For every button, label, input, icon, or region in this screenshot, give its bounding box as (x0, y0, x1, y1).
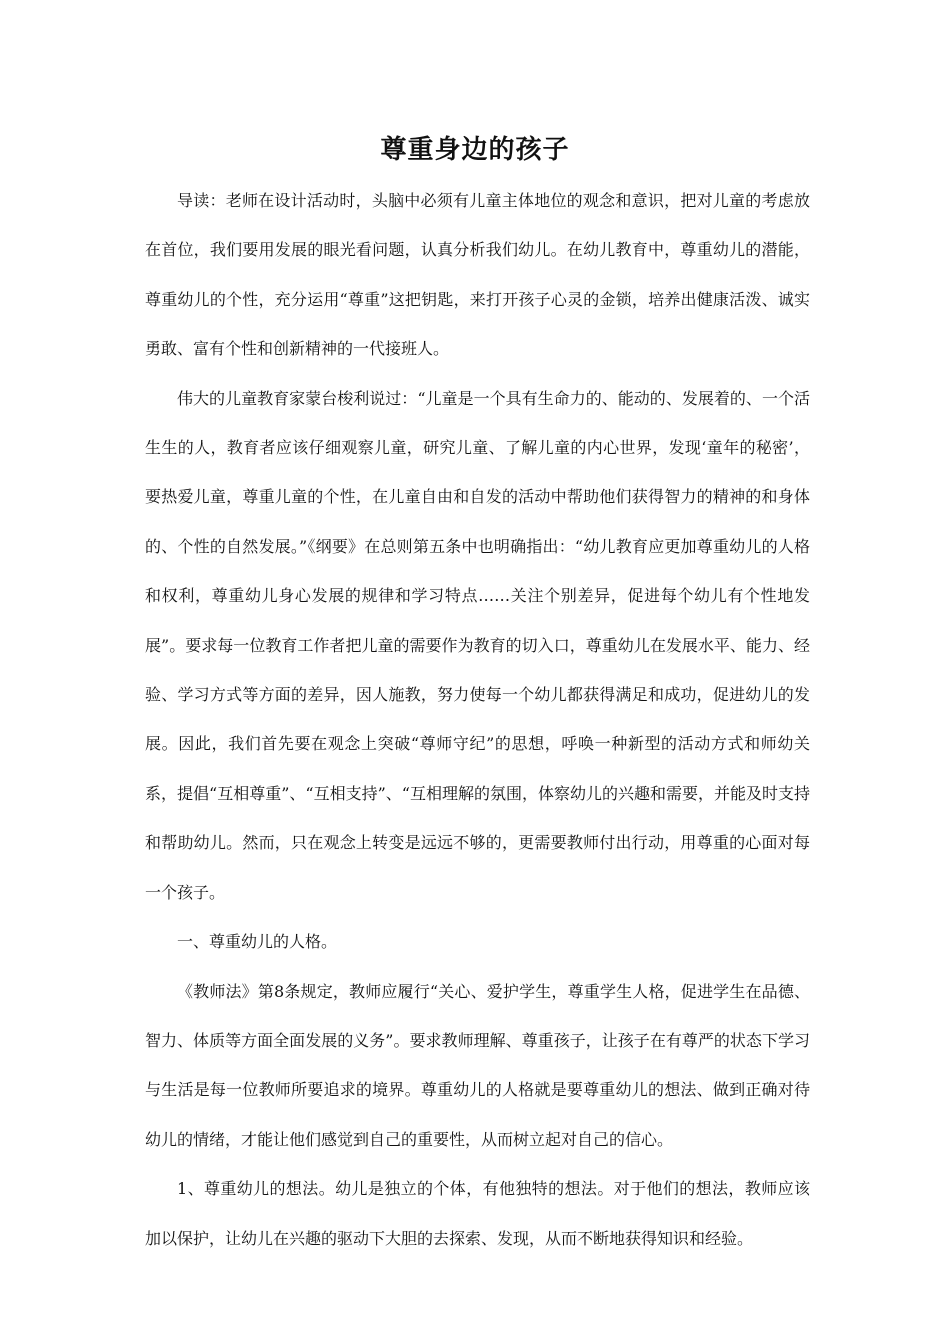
paragraph-intro: 导读：老师在设计活动时，头脑中必须有儿童主体地位的观念和意识，把对儿童的考虑放在首位，我们要用发展的眼光看问题，认真分析我们幼儿。在幼儿教育中，尊重幼儿的潜能，尊重幼儿的个性，充分运用“尊重”这把钥匙，来打开孩子心灵的金锁，培养出健康活泼、诚实勇敢、富有个性和创新精神的一代接班人。 (145, 191, 810, 359)
paragraph-teacher-law: 《教师法》第8条规定，教师应履行“关心、爱护学生，尊重学生人格，促进学生在品德、智力、体质等方面全面发展的义务”。要求教师理解、尊重孩子，让孩子在有尊严的状态下学习与生活是每一位教师所要追求的境界。尊重幼儿的人格就是要尊重幼儿的想法、做到正确对待幼儿的情绪，才能让他们感觉到自己的重要性，从而树立起对自己的信心。 (145, 981, 810, 1149)
paragraph-respect-ideas: 1、尊重幼儿的想法。幼儿是独立的个体，有他独特的想法。对于他们的想法，教师应该加以保护，让幼儿在兴趣的驱动下大胆的去探索、发现，从而不断地获得知识和经验。 (145, 1179, 810, 1248)
section-heading-respect-personality: 一、尊重幼儿的人格。 (177, 932, 338, 952)
document-body (145, 176, 810, 1263)
document-title: 尊重身边的孩子 (380, 135, 570, 165)
paragraph-montessori: 伟大的儿童教育家蒙台梭利说过：“儿童是一个具有生命力的、能动的、发展着的、一个活生生的人，教育者应该仔细观察儿童，研究儿童、了解儿童的内心世界，发现‘童年的秘密’，要热爱儿童，尊重儿童的个性，在儿童自由和自发的活动中帮助他们获得智力的精神的和身体的、个性的自然发展。”《纲要》在总则第五条中也明确指出：“幼儿教育应更加尊重幼儿的人格和权利，尊重幼儿身心发展的规律和学习特点……关注个别差异，促进每个幼儿有个性地发展”。要求每一位教育工作者把儿童的需要作为教育的切入口，尊重幼儿在发展水平、能力、经验、学习方式等方面的差异，因人施教，努力使每一个幼儿都获得满足和成功，促进幼儿的发展。因此，我们首先要在观念上突破“尊师守纪”的思想，呼唤一种新型的活动方式和师幼关系，提倡“互相尊重”、“互相支持”、“互相理解的氛围，体察幼儿的兴趣和需要，并能及时支持和帮助幼儿。然而，只在观念上转变是远远不够的，更需要教师付出行动，用尊重的心面对每一个孩子。 (145, 388, 810, 902)
